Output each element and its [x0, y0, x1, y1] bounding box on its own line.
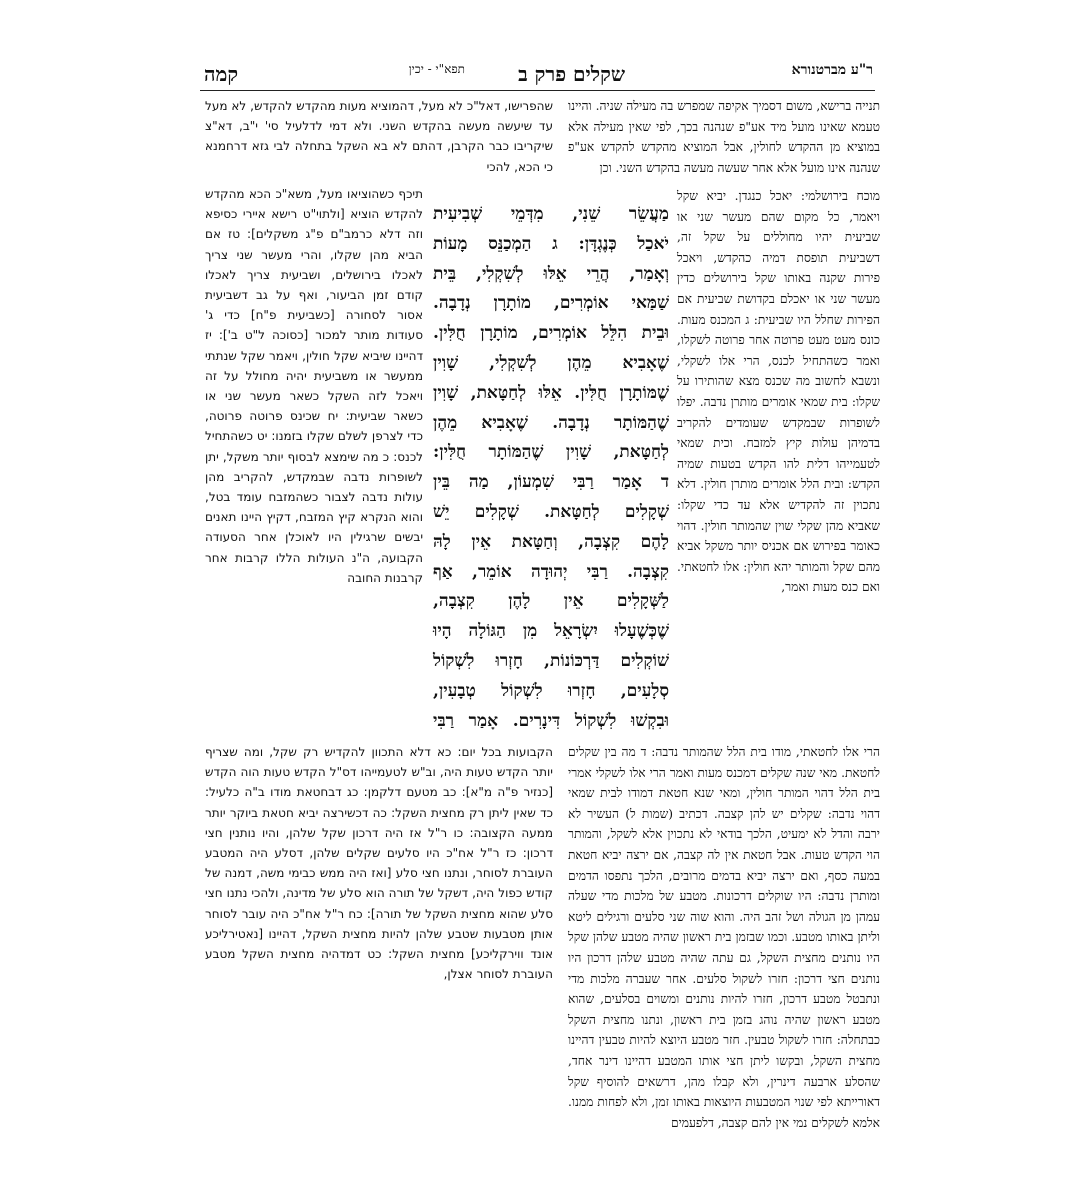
- bartenura-top: [568, 96, 880, 186]
- mishnah-line: ד אָמַר רַבִּי שִׁמְעוֹן, מַה בֵּין: [433, 472, 669, 493]
- mishnah-line: שֶׁהַמּוֹתָר נְדָבָה. שֶׁאָבִיא מֵהֶן: [433, 412, 669, 433]
- mishnah-line: מַעֲשֵׂר שֵׁנִי, מִדְּמֵי שְׁבִיעִית: [433, 204, 669, 224]
- bartenura-top-text: תנייה ברישא, משום דסמיך אקיפה שמפרש בה מעילה שניה. והיינו טעמא שאינו מועל מיד אע"פ שנהנה בכך, לפי שאין מעילה אלא במוציא מן ההקדש לחולין, אבל המוציא מהקדש להקדש אע"פ שנהנה אינו מועל אלא אחר שעשה מעשה בהקדש השני. וכן: [568, 99, 880, 175]
- mishnah-text: [433, 200, 669, 740]
- bartenura-bottom: [568, 742, 881, 1130]
- mishnah-line: לַשְּׁקָלִים אֵין לָהֶן קִצְבָה,: [433, 591, 669, 612]
- tiferet-middle: [205, 184, 423, 738]
- tiferet-top-text: שהפרישו, דאל"כ לא מעל, דהמוציא מעות מהקדש להקדש, לא מעל עד שיעשה מעשה בהקדש השני. ולא דמי לדלעיל סי' י"ב, דא"צ שיקריבו כבר הקרבן, דהתם לא בא השקל בתחלה לבי גזא דרחמנא כי הכא, להכי: [205, 99, 553, 174]
- mishnah-line: שְׁקָלִים לְחַטָּאת. שְׁקָלִים יֵשׁ: [433, 501, 669, 522]
- tiferet-bottom-text: הקבועות בכל יום: כא דלא התכוון להקדיש רק שקל, ומה שצריף יותר הקדש טעות היה, וב"ש לטעמייהו דס"ל הקדש טעות הוה הקדש [כנזיר פ"ה מ"א]: כב מטעם דלקמן: כג דבחטאת מודו ב"ה כלעיל: כד שאין ליתן רק מחצית השקל: כה דכשירצה יביא חטאת ביוקר יותר ממעה הקצובה: כו ר"ל אז היה דרכון שקל שלהן, והיו נותנין חצי דרכון: כז ר"ל אח"כ היו סלעים שקלים שלהן, דסלע היה המטבע העוברת לסוחר, ונתנו חצי סלע [ואז היה ממש כבימי משה, דמנה של קודש כפול היה, דשקל של תורה הוא סלע של מדינה, ולהכי נתנו חצי סלע שהוא מחצית השקל של תורה]: כח ר"ל אח"כ היה עובר לסוחר אותן מטבעות שטבע שלהן להיות מחצית השקל, דהיינו [נאטירליכע אונד ווירקליכע] מחצית השקל: כט דמדהיה מחצית השקל מטבע העוברת לסוחר אצלן,: [205, 745, 553, 982]
- tiferet-middle-text: תיכף כשהוציאו מעל, משא"כ הכא מהקדש להקדש הוציא [ולתוי"ט רישא איירי כסיפא וזה דלא כרמב"ם פ"ג משקלים]: טז אם הביא מהן שקלו, והרי מעשר שני צריך לאכלו בירושלים, ושביעית צריך לאכלו קודם זמן הביעור, ואף על גב דשביעית אסור לסחורה [כשביעית פ"ח] כדי ג' סעודות מותר למכור [כסוכה ל"ט ב']: יז דהיינו שיביא שקל חולין, ויאמר שקל שנתתי ממעשר או משביעית יהיה מחולל על זה ויאכל לזה השקל כשאר מעשר שני או כשאר שביעית: יח שכינס פרוטה פרוטה, כדי לצרפן לשלם שקלו בזמנו: יט כשהתחיל לכנס: כ מה שימצא לבסוף יותר משקל, יתן לשופרות נדבה שבמקדש, להקריב מהן עולות נדבה לצבור כשהמזבח עומד בטל, והוא הנקרא קיץ המזבח, דקיץ היינו תאנים יבשים שרגילין היו לאוכלן אחר הסעודה הקבועה, ה"נ העולות הללו קרבות אחר קרבנות החובה: [205, 187, 423, 585]
- bartenura-bottom-text: הרי אלו לחטאתי, מודו בית הלל שהמותר נדבה: ד מה בין שקלים לחטאת. מאי שנה שקלים דמכנס מעות ואמר הרי אלו לשקלי אמרי בית הלל דהוי המותר חולין, ומאי שנא חטאת דמודו לבית שמאי דהוי נדבה: שקלים יש להן קצבה. דכתיב (שמות ל) העשיר לא ירבה והדל לא ימעיט, הלכך בודאי לא נתכוין אלא לשקל, והמותר הוי הקדש טעות. אבל חטאת אין לה קצבה, אם ירצה יביא חטאת במעה כסף, ואם ירצה יביא בדמים מרובים, הלכך נתפסו הדמים ומותרן נדבה: היו שוקלים דרכונות. מטבע של מלכות מדי שעלה עמהן מן הגולה ושל זהב היה. והוא שוה שני סלעים ורגילים ליטא וליתן באותו מטבע. וכמו שבזמן בית ראשון שהיה מטבע שלהן שקל היו נותנים מחצית השקל, גם עתה שהיה מטבע שלהן דרכון היו נותנים חצי דרכון: חזרו לשקול סלעים. אחר שעברה מלכות מדי ונתבטל מטבע דרכון, חזרו להיות נותנים ומשוים בסלעים, שהוא מטבע ראשון שהיה נוהג בזמן בית ראשון, ונתנו מחצית השקל כבתחלה: חזרו לשקול טבעין. חזר מטבע היוצא להיות טבעין דהיינו מחצית השקל, ובקשו ליתן חצי אותו המטבע דהיינו דינר אחד, שהסלע ארבעה דינרין, ולא קבלו מהן, דרשאים להוסיף שקל דאורייתא לפי שנוי המטבעות היוצאות באותו זמן, ולא לפחות ממנו. אלמא לשקלים נמי אין להם קצבה, דלפעמים: [568, 745, 881, 1130]
- mishnah-line: וּבֵית הִלֵּל אוֹמְרִים, מוֹתָרָן חֻלִּין.: [433, 323, 669, 344]
- mishnah-line: יֹאכַל כְּנֶגְדָּן: ג הַמְכַנֵּס מָעוֹת: [433, 233, 669, 254]
- mishnah-line: לְחַטָּאת, שָׁוִין שֶׁהַמּוֹתָר חֻלִּין:: [433, 442, 669, 463]
- mishnah-line: שֶׁאָבִיא מֵהֶן לְשִׁקְלִי, שָׁוִין: [433, 352, 669, 373]
- mishnah-line: שֶׁמּוֹתָרָן חֻלִּין. אֵלּוּ לְחַטָּאת, שָׁוִין: [433, 382, 669, 403]
- mishnah-line: לָהֶם קִצְבָה, וְחַטָּאת אֵין לָהּ: [433, 531, 669, 552]
- mishnah-line: שֶׁכְּשֶׁעָלוּ יִשְׂרָאֵל מִן הַגּוֹלָה הָיוּ: [433, 621, 669, 642]
- page-header: [200, 60, 875, 91]
- header-secondary-commentary: תפא"י - יכין: [408, 62, 465, 76]
- bartenura-middle-text: מוכח בירושלמי: יאכל כנגדן. יביא שקל ויאמר, כל מקום שהם מעשר שני או שביעית יהיו מחוללים על שקל זה, דשביעית תופסת דמיה כהקדש, ויאכל פירות שקנה באותו שקל בירושלים כדין מעשר שני או יאכלם בקדושת שביעית אם הפירות שחלל היו שביעית: ג המכנס מעות. כונס מעט מעט פרוטה אחר פרוטה לשקלו, ואמר כשהתחיל לכנס, הרי אלו לשקלי, ונשבא לחשוב מה שכנס מצא שהותירו על שקלו: בית שמאי אומרים מותרן נדבה. יפלו לשופרות שבמקדש שעומדים להקריב בדמיהן עולות קיץ למזבח. וכית שמאי לטעמייהו דלית להו הקדש בטעות שמיה הקדש: ובית הלל אומרים מותרן חולין. דלא נתכוין זה להקדיש אלא עד כדי שקלו: שאביא מהן שקלי שוין שהמותר חולין. דהוי כאומר בפירוש אם אכניס יותר משקל אביא מהם שקל והמותר יהא חולין: אלו לחטאתי. ואם כנס מעות ואמר,: [677, 189, 880, 595]
- header-tractate-chapter: שקלים פרק ב: [518, 62, 625, 86]
- tiferet-top: [205, 96, 553, 184]
- mishnah-line: שַׁמַּאי אוֹמְרִים, מוֹתָרָן נְדָבָה.: [433, 293, 669, 314]
- header-page-number: קמה: [204, 62, 239, 86]
- mishnah-line: וְאָמַר, הֲרֵי אֵלּוּ לְשִׁקְלִי, בֵּית: [433, 263, 669, 284]
- mishnah-line: שׁוֹקְלִים דַּרְכּוֹנוֹת, חָזְרוּ לִשְׁקוֹל: [433, 650, 669, 671]
- mishnah-line: וּבִקְשׁוּ לִשְׁקוֹל דִּינָרִים. אָמַר רַבִּי: [433, 710, 669, 731]
- header-commentary-title: ר"ע מברטנורא: [791, 62, 873, 78]
- bartenura-middle: [677, 186, 880, 738]
- tiferet-bottom: [205, 742, 553, 1088]
- mishnah-line: קִצְבָה. רַבִּי יְהוּדָה אוֹמֵר, אַף: [433, 561, 669, 582]
- mishnah-line: סְלָעִים, חָזְרוּ לִשְׁקוֹל טְבָעִין,: [433, 680, 669, 701]
